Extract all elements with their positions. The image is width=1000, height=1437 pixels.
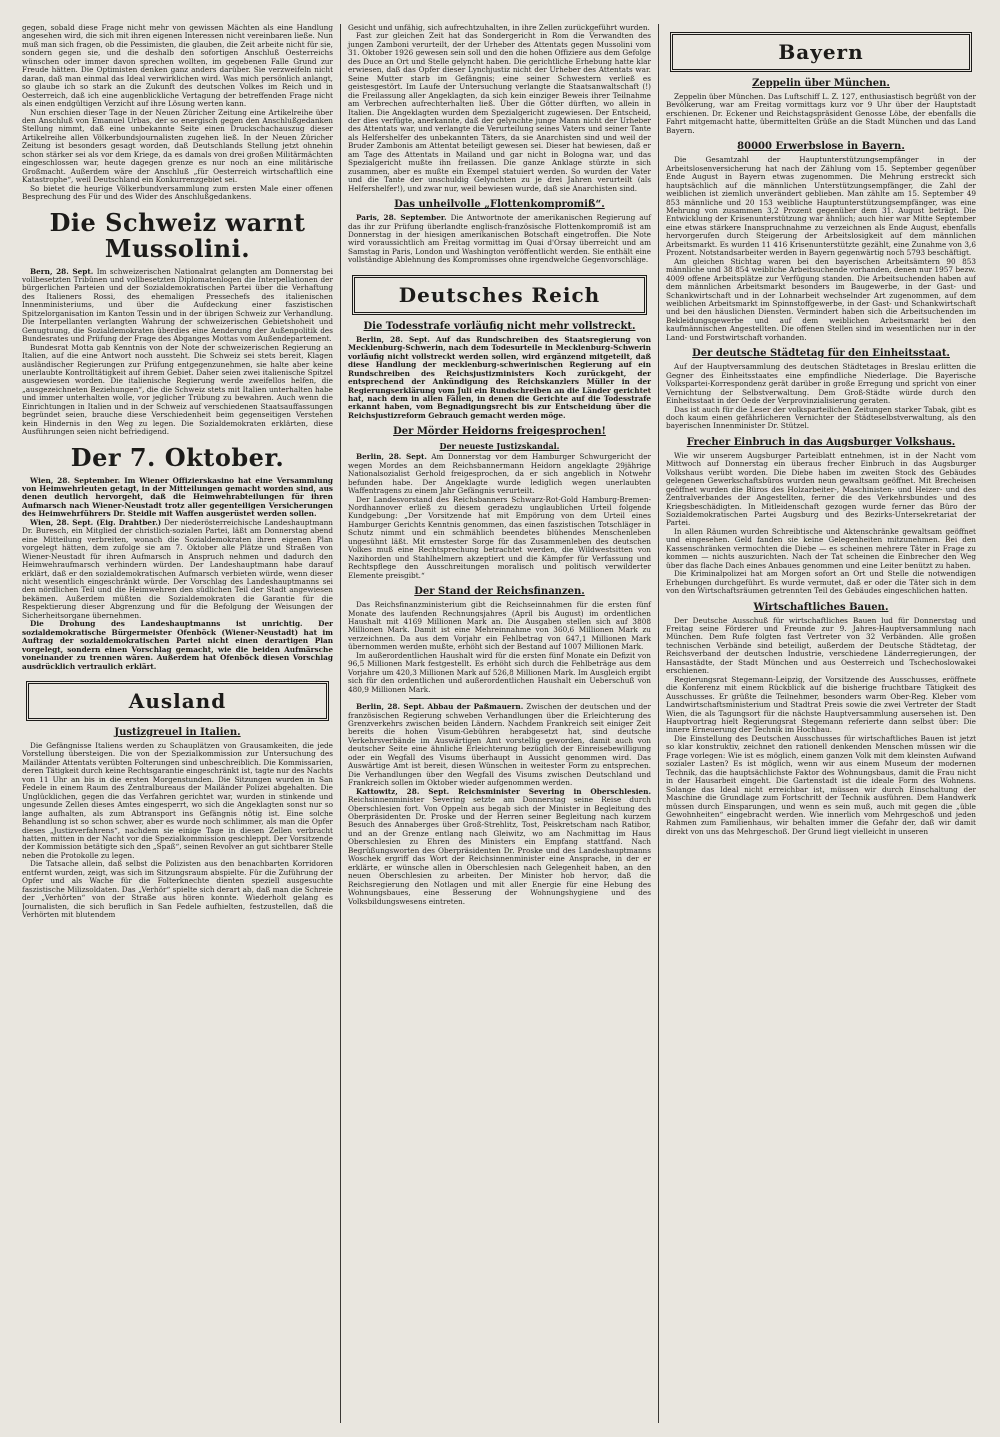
justiz-text: Die Gefängnisse Italiens werden zu Schauplätzen von Grausamkeiten, die jede Vorstellung übersteigen. Die von der Spezialkommission zur Untersuchung des Mailänder Attentats verübten Folterungen sind unbeschreiblich. Die Kommissarien, deren Tätigkeit durch keine Rechtsgarantie eingeschränkt ist, tagte nur des Nachts von 11 Uhr an bis in die ersten Morgenstunden. Die Sitzungen wurden in San Fedele in einem Raum des Zentralbureaus der Mailänder Polizei abgehalten. Die Unglücklichen, gegen die das Verfahren gerichtet war, wurden in stinkende und ungesunde Zellen dieses Amtes eingesperrt, wo sich die Angeklagten sonst nur so lange aufhalten, als zum Abtransport ins Gefängnis nötig ist. Eine solche Behandlung ist so schon schwer, aber es wurde noch schlimmer, als man die Opfer dieses „Justizverfahrens“, nachdem sie einige Tage in diesen Zellen verbracht hatten, mitten in der Nacht vor die Spezialkommission geschleppt. Der Vorsitzende der Kommission betätigte sich den „Spaß“, seinen Revolver an gut sichtbarer Stelle neben die Protokolle zu legen. (22, 741, 333, 860)
zeppelin-text: Zeppelin über München. Das Luftschiff L. Z. 127, enthusiastisch begrüßt von der Bevölkerung, war am Freitag vormittags kurz vor 9 Uhr über der Hauptstadt erschienen. Dr. Eckener und Reichstagspräsident Genosse Löbe, der ebenfalls die Fahrt mitgemacht hatte, übermittelten Grüße an die Stadt München und das Land Bayern. (666, 92, 976, 135)
column-1 (22, 24, 340, 1423)
headline-bauen: Wirtschaftliches Bauen. (753, 601, 889, 613)
oktober-text-2: Der niederösterreichische Landeshauptmann Dr. Buresch, ein Mitglied der christlich-sozialen Partei, läßt am Donnerstag abend eine Mitteilung verbreiten, wonach die Sozialdemokraten ihren eigenen Plan vorgelegt hätten, dem zufolge sie am 7. Oktober alle Plätze und Straßen von Wiener-Neustadt für ihren Aufmarsch in Anspruch nehmen und dadurch den Heimwehraufmarsch verhindern würden. Der Landeshauptmann habe darauf erklärt, daß er den sozialdemokratischen Aufmarsch verbieten würde, wenn dieser nicht wesentlich eingeschränkt würde. Der Vorschlag des Landeshauptmanns sei den nördlichen Teil und die Heimwehren den südlichen Teil der Stadt angewiesen bekämen. Außerdem müßten die Sozialdemokraten die Garantie für die Respektierung dieser Abgrenzung und für die Befolgung der Weisungen der Sicherheitsorgane übernehmen. (22, 517, 333, 620)
anschluss-paragraph-2: Nun erschien dieser Tage in der Neuen Züricher Zeitung eine Artikelreihe über den Anschluß von Emanuel Urbas, der so energisch gegen den Anschlußgedanken Stellung nimmt, daß eine unbekannte Seite einen Druckschachauszug dieser Artikelreihe allen Völkerbundsjournalisten zugehen ließ. In der Neuen Züricher Zeitung ist besonders gesagt worden, daß Deutschlands Stellung jetzt ohnehin schon stärker sei als vor dem Kriege, da es damals von drei großen Militärmächten eingeschlossen war, heute dagegen grenze es nur noch an eine militärische Großmacht. Außerdem wäre der Anschluß „für Oesterreich wirtschaftlich eine Katastrophe“, weil Deutschland ein Konkurrenzgebiet sei. (22, 107, 333, 185)
section-box-deutsches-reich: Deutsches Reich (352, 275, 647, 315)
headline-justizgreuel: Justizgreuel in Italien. (114, 727, 241, 738)
heidorn-text: Am Donnerstag vor dem Hamburger Schwurgericht der wegen Mordes an dem Reichsbannermann Heidorn angeklagte 29jährige Nationalsozialist Gerhold freigesprochen, da er sich angeblich in Notwehr befunden habe. Der Angeklagte wurde lediglich wegen unerlaubten Waffentragens zu einem Jahr Gefängnis verurteilt. (348, 452, 651, 496)
oktober-text-3: Die Drohung des Landeshauptmanns ist unrichtig. Der sozialdemokratische Bürgermeister Ofenböck (Wiener-Neustadt) hat im Auftrag der sozialdemokratischen Partei nicht einen derartigen Plan vorgelegt, sondern einen Vorschlag gemacht, wie die beiden Aufmärsche voneinander zu trennen wären. Außerdem hat Ofenböck diesen Vorschlag ausdrücklich vertraulich erklärt. (22, 619, 333, 671)
column-2 (340, 24, 658, 1423)
anschluss-paragraph-3: So bietet die heurige Völkerbundversammlung zum ersten Male einer offenen Besprechung des Für und des Wider des Anschlußgedankens. (22, 183, 333, 202)
schweiz-text: Im schweizerischen Nationalrat gelangten am Donnerstag bei vollbesetzten Tribünen und vollbesetzten Diplomatenlogen die Interpellationen der bürgerlichen Parteien und der Sozialdemokratischen Partei über die Verhaftung des Italieners Rossi, des ehemaligen Pressechefs des italienischen Innenministeriums, und über die Aufdeckung einer faszistischen Spitzelorganisation im Kanton Tessin und in der übrigen Schweiz zur Verhandlung. Die Interpellanten verlangten Wahrung der schweizerischen Gebietshoheit und Genugtuung, die Sozialdemokraten überdies eine Aenderung der Außenpolitik des Bundesrates und Prüfung der Frage des Abganges Mottas vom Außendepartement. (22, 266, 333, 344)
oktober-dateline-2: Wien, 28. Sept. (Eig. Drahtber.) (30, 517, 162, 527)
columns (22, 24, 990, 1423)
bauen-text-3: Die Einstellung des Deutschen Ausschusses für wirtschaftliches Bauen ist jetzt so klar konstruktiv, zeichnet den rationell denkenden Menschen müssen wir die Frage vorlegen: Wie ist es möglich, einem ganzen Volk mit dem kleinsten Aufwand sozialer Lasten? Es ist möglich, wenn wir aus einem Museum der modernen Technik, das die hauptsächlichste Faktor des Wohnungsbaus, damit die Frau nicht in der Hausarbeit eingeht. Die Gartenstadt ist die ideale Form des Wohnens. Solange das Ideal nicht erreichbar ist, müssen wir durch Einschaltung der Maschine die Grundlage zum Fortschritt der Technik ausführen. Dem Handwerk müssen durch Einsparungen, und wenn es sein muß, auch mit gegen die „üble Gewohnheiten“ eingebracht werden. Wie innerlich vom Mehrgeschoß und jeden Rahmen zum Familienhaus, wir behalten immer die Gefahr der, daß wir damit direkt von uns das Mehrgeschoß. Der Grund liegt vielleicht in unseren (666, 733, 976, 836)
kattowitz-text: Reichsinnenminister Severing setzte am Donnerstag seine Reise durch Oberschlesien fort. Von Oppeln aus begab sich der Minister in Begleitung des Oberpräsidenten Dr. Proske und der Herren seiner Begleitung nach kurzem Besuch des Annaberges über Groß-Strehlitz, Tost, Peiskretscham nach Ratibor, und an der Grenze entlang nach Gleiwitz, wo am Nachmittag im Haus Oberschlesien zu Ehren des Ministers ein Empfang stattfand. Nach Begrüßungsworten des Oberpräsidenten Dr. Proske und des Landeshauptmanns Woschek ergriff das Wort der Reichsinnenminister eine Ansprache, in der er erklärte, er wünsche allen in Oberschlesien nach Gelegenheit haben, an den neuen Oberschlesien zu arbeiten. Der Minister hob hervor, daß die Reichsregierung den Notlagen und mit aller Energie für eine Hebung des Wohnungsbaues, eine Besserung der Wohnungshygiene und des Volksbildungswesens eintreten. (348, 795, 651, 906)
column-3 (658, 24, 976, 1423)
justiz-text-2: Die Tatsache allein, daß selbst die Polizisten aus den benachbarten Korridoren entfernt wurden, zeigt, was sich im Sitzungsraum abspielte. Für die Zuführung der Opfer und als Wache für die Folterknechte dienten speziell ausgesuchte faszistische Milizsoldaten. Das „Verhör“ spielte sich derart ab, daß man die Schreie der „Verhörten“ von der Straße aus hören konnte. Wiederholt gelang es Journalisten, die sich beruflich in San Fedele aufhielten, festzustellen, daß die Verhörten mit blutendem (22, 859, 333, 920)
schweiz-dateline: Bern, 28. Sept. (30, 266, 94, 276)
oktober-dateline: Wien, 28. September. (30, 475, 121, 485)
heidorn-dateline: Berlin, 28. Sept. (356, 452, 427, 462)
headline-staedtetag: Der deutsche Städtetag für den Einheitsstaat. (692, 348, 950, 360)
todes-text: Auf das Rundschreiben des Staatsregierung von Mecklenburg-Schwerin, nach dem Todesurteile in Mecklenburg-Schwerin vorläufig nicht vollstreckt werden sollen, wird ergänzend mitgeteilt, daß diese Handlung der mecklenburg-schwerinischen Regierung auf ein Rundschreiben des Reichsjustizministers Koch zurückgeht, der entsprechend der Ankündigung des Reichskanzlers Müller in der Regierungserklärung vom Juli ein Rundschreiben an die Länder gerichtet hat, nach dem in allen Fällen, in denen die Gerichte auf die Todesstrafe erkannt haben, vom Begnadigungsrecht bis zur Entscheidung über die Reichsjustizreform Gebrauch gemacht werden möge. (348, 334, 651, 420)
oktober-text: Im Wiener Offizierskasino hat eine Versammlung von Heimwehrleuten getagt, in der Mitteilungen gemacht worden sind, aus denen deutlich hervorgeht, daß die Heimwehrabteilungen für ihren Aufmarsch nach Wiener-Neustadt trotz aller gegenteiligen Versicherungen des Heimwehrführers Dr. Steidle mit Waffen ausgerüstet werden sollen. (22, 475, 333, 519)
bauen-text: Der Deutsche Ausschuß für wirtschaftliches Bauen lud für Donnerstag und Freitag seine Förderer und Freunde zur 9. Jahres-Hauptversammlung nach München. Dem Rufe folgten fast Vertreter von 32 Verbänden. Alle großen technischen Verbände sind beteiligt, außerdem der Deutsche Städtetag, der Reichsverband der deutschen Industrie, verschiedene Länderregierungen, der Hansastädte, der Stadt München und aus Oesterreich und Tschechoslowakei erschienen. (666, 615, 976, 676)
headline-zeppelin: Zeppelin über München. (752, 78, 890, 89)
pass-dateline: Berlin, 28. Sept. Abbau der Paßmauern. (356, 702, 524, 712)
headline-heidorn: Der Mörder Heidorns freigesprochen! (393, 426, 606, 438)
headline-erwerbslose: 80000 Erwerbslose in Bayern. (737, 141, 905, 153)
flotten-text: Die Antwortnote der amerikanischen Regierung auf das ihr zur Prüfung überlandte englisch-französische Flottenkompromiß ist am Donnerstag in der hiesigen amerikanischen Botschaft eingetroffen. Die Note wird voraussichtlich am Freitag vormittag im Quai d'Orsay überreicht und am Samstag in Paris, London und Washington veröffentlicht werden. Sie enthält eine vollständige Ablehnung des Kompromisses ohne irgendwelche Gegenvorschläge. (348, 213, 651, 265)
staedtetag-text-2: Das ist auch für die Leser der volksparteilichen Zeitungen starker Tabak, gibt es doch kaum einen gefährlicheren Vernichter der Städteselbstverwaltung, als den bayerischen Innenminister Dr. Stützel. (666, 404, 976, 431)
staedtetag-text: Auf der Hauptversammlung des deutschen Städtetages in Breslau erlitten die Gegner des Einheitsstaates eine empfindliche Niederlage. Die Bayerische Volkspartei-Korrespondenz gerät darüber in große Erregung und spricht von einer Vernichtung der Selbstverwaltung. Dem Groß-Städte würde durch den Einheitsstaat in der Oede der Verprovinzialisierung geraten. (666, 362, 976, 406)
section-box-bayern: Bayern (670, 32, 972, 72)
subheadline-justizskandal: Der neueste Justizskandal. (439, 441, 560, 452)
anschluss-paragraph-1: gegen, sobald diese Frage nicht mehr von gewissen Mächten als eine Handlung angesehen wird, die sich mit ihren eigenen Interessen nicht vereinbaren ließe. Nun muß man sich fragen, ob die Pessimisten, die glauben, die Zeit arbeite nicht für sie, sondern gegen sie, und die deshalb den sofortigen Anschluß Oesterreichs wünschen oder immer davon sprechen wollten, im gegebenen Falle Grund zur Freude hätten. Die Optimisten denken ganz anders darüber. Sie verzweifeln nicht daran, daß man einmal das Ideal verwirklichen wird. Was mich persönlich anlangt, so glaube ich so stark an die Zukunft des deutschen Volkes im Reich und in Oesterreich, daß ich eine augenblickliche Vertagung der betreffenden Frage nicht als einen endgültigen Verzicht auf ihre Lösung werten kann. (22, 24, 333, 109)
zamboni-paragraph-1: Gesicht und unfähig, sich aufrechtzuhalten, in ihre Zellen zurückgeführt wurden. (348, 24, 650, 32)
einbruch-text: Wie wir unserem Augsburger Parteiblatt entnehmen, ist in der Nacht vom Mittwoch auf Donnerstag ein überaus frecher Einbruch in das Augsburger Volkshaus verübt worden. Die Diebe haben im zweiten Stock des Gebäudes gelegenen Gewerkschaftsbüros wurden neun gewaltsam geöffnet. Mit Brecheisen geöffnet wurden die Büros des Holzarbeiter-, Maschinisten- und Heizer- und des Zentralverbandes der Angestellten, ferner die des Verkehrsbundes und des Kriegsbeschädigten. In Mitleidenschaft gezogen wurde ferner das Büro der Sozialdemokratischen Partei Augsburg und des Bezirks-Untersekretariat der Partei. (666, 450, 976, 528)
headline-flottenkompromiss: Das unheilvolle „Flottenkompromiß“. (394, 199, 605, 211)
todes-dateline: Berlin, 28. Sept. (356, 334, 430, 344)
headline-schweiz: Die Schweiz warnt Mussolini. (49, 207, 306, 263)
heidorn-text-2: Der Landesvorstand des Reichsbanners Schwarz-Rot-Gold Hamburg-Bremen-Nordhannover erließ zu diesem geradezu unglaublichen Urteil folgende Kundgebung: „Der Vorsitzende hat mit Empörung von dem Urteil eines Hamburger Gerichts Kenntnis genommen, das einen faszistischen Totschläger in Schutz nimmt und ein schmählich beendetes blühendes Menschenleben ungesühnt läßt. Mit ernstester Sorge für das Zusammenleben des deutschen Volkes muß eine Rechtsprechung betrachtet werden, die Wildwestsitten von Nazihorden und Stahlhelmern akzeptiert und die Kämpfer für Verfassung und Rechtspflege den Ausschreitungen moralisch und politisch verwilderter Elemente preisgibt.“ (348, 494, 651, 580)
divider (409, 698, 591, 699)
finanzen-text: Das Reichsfinanzministerium gibt die Reichseinnahmen für die ersten fünf Monate des laufenden Rechnungsjahres (April bis August) im ordentlichen Haushalt mit 4169 Millionen Mark an. Die Ausgaben stellen sich auf 3808 Millionen Mark. Damit ist eine Mehreinnahme von 360,6 Millionen Mark zu verzeichnen. Da aus dem Vorjahr ein Fehlbetrag von 647,1 Millionen Mark übernommen werden mußte, erhöht sich der Bestand auf 1007 Millionen Mark. (348, 600, 651, 652)
einbruch-text-3: Die Kriminalpolizei hat am Morgen sofort an Ort und Stelle die notwendigen Erhebungen durchgeführt. Es wurde vermutet, daß er oder die Täter sich in dem von den Wirtschaftsräumen getrennten Teil des Gebäudes eingeschlichen hatten. (666, 569, 976, 596)
flotten-dateline: Paris, 28. September. (356, 213, 447, 223)
finanzen-text-2: Im außerordentlichen Haushalt wird für die ersten fünf Monate ein Defizit von 96,5 Millionen Mark festgestellt. Es erhöht sich durch die Fehlbeträge aus dem Vorjahre um 420,3 Millionen Mark auf 526,8 Millionen Mark. Im Ausgleich ergibt sich für den ordentlichen und außerordentlichen Haushalt ein Ueberschuß von 480,9 Millionen Mark. (348, 650, 651, 694)
zamboni-paragraph-2: Fast zur gleichen Zeit hat das Sondergericht in Rom die Verwandten des jungen Zamboni verurteilt, der der Urheber des Attentats gegen Mussolini vom 31. Oktober 1926 gewesen sein soll und den die hohen Offiziere aus dem Gefolge des Duce an Ort und Stelle gelyncht haben. Die gerichtliche Erhebung hatte klar erwiesen, daß das Opfer dieser Lynchjustiz nicht der Urheber des Attentats war. Seine Mutter starb im Gefängnis; eine seiner Schwestern verließ es geistesgestört. Im Laufe der Untersuchung verlangte die Staatsanwaltschaft (!) die Freilassung aller Angeklagten, da sich kein einziger Beweis ihrer Teilnahme am Verbrechen aufrechterhalten ließ. Über die Götter dürften, wo allein in Italien. Die Angeklagten wurden dem Spezialgericht zugewiesen. Der Entscheid, der dies verfügte, anerkannte, daß der gelynchte junge Mann nicht der Urheber des Attentats war, und verlangte die Verurteilung seines Vaters und seiner Tante als Helfershelfer des unbekannten Täters, da sie Anarchisten sind und weil der Bruder Zambonis am Attentat beteiligt gewesen sei. Dieser hat bewiesen, daß er am Tage des Attentats in Mailand und gar nicht in Bologna war, und das Spezialgericht mußte ihn freilassen. Die ganze Anklage stürzte in sich zusammen, aber es mußte ein Exempel statuiert werden. So wurden der Vater und die Tante der unschuldig Gelynchten zu je drei Jahren verurteilt (als Helfershelfer!), und zwar nur, weil bewiesen wurde, daß sie Anarchisten sind. (348, 31, 651, 193)
headline-oktober: Der 7. Oktober. (70, 442, 285, 472)
schweiz-text-2: Bundesrat Motta gab Kenntnis von der Note der schweizerischen Regierung an Italien, auf die eine Antwort noch aussteht. Die Schweiz sei stets bereit, Klagen ausländischer Regierungen zur Prüfung entgegenzunehmen, sie halte aber keine unerlaubte Kontrolltätigkeit auf ihrem Gebiet. Daher seien zwei italienische Spitzel ausgewiesen worden. Die italienische Regierung werde zweifellos helfen, die „ausgezeichneten Beziehungen“, die die Schweiz stets mit Italien unterhalten habe und immer unterhalten wolle, vor jeglicher Trübung zu bewahren. Auch wenn die Einrichtungen in Italien und in der Schweiz auf verschiedenen Staatsauffassungen begründet seien, brauche diese Verschiedenheit beim gegenseitigen Verstehen kein Hindernis in den Weg zu legen. Die Sozialdemokraten erklärten, diese Ausführungen seien nicht befriedigend. (22, 342, 333, 437)
headline-einbruch: Frecher Einbruch in das Augsburger Volkshaus. (686, 436, 956, 448)
pass-text: Zwischen der deutschen und der französischen Regierung schweben Verhandlungen über die Erleichterung des Grenzverkehrs zwischen beiden Ländern. Nachdem Frankreich seit einiger Zeit bereits die hohen Visum-Gebühren herabgesetzt hat, sind deutsche Verkehrsverbände im Auswärtigen Amt vorstellig geworden, damit auch von deutscher Seite eine ähnliche Erleichterung bezüglich der Einreisebewilligung oder ein Wegfall des Visums überhaupt in Aussicht genommen wird. Das Auswärtige Amt ist bereit, diesen Wünschen in weitester Form zu entsprechen. Die Verhandlungen über den Wegfall des Visums zwischen Deutschland und Frankreich sollen im Oktober wieder aufgenommen werden. (348, 702, 651, 788)
einbruch-text-2: In allen Räumen wurden Schreibtische und Aktenschränke gewaltsam geöffnet und eingesehen. Geld fanden sie keine Gelegenheiten mitzunehmen. Bei den Kassenschränken vermochten die Diebe — es scheinen mehrere Täter in Frage zu kommen — nichts auszurichten. Nach der Tat scheinen die Einbrecher den Weg über das flache Dach eines Anbaues genommen und eine Leiter benützt zu haben. (666, 526, 976, 570)
erwerbslose-text-2: Am gleichen Stichtag waren bei den bayerischen Arbeitsämtern 90 853 männliche und 38 854 weibliche Arbeitsuchende vorhanden, denen nur 1957 bezw. 4009 offene Arbeitsplätze zur Verfügung standen. Die Arbeitsuchenden haben auf dem männlichen Arbeitsmarkt besonders im Baugewerbe, in der Gast- und Schankwirtschaft und in der Lohnarbeit wechselnder Art zugenommen, auf dem weiblichen Arbeitsmarkt im Spinnstoffgewerbe, in der Gast- und Schankwirtschaft und bei den häuslichen Diensten. Vermindert haben sich die Arbeitsuchenden im Bekleidungsgewerbe und auf dem weiblichen Arbeitsmarkt bei den kaufmännischen Angestellten. Die offenen Stellen sind im wesentlichen nur in der Land- und Forstwirtschaft vorhanden. (666, 256, 976, 342)
kattowitz-dateline: Kattowitz, 28. Sept. Reichsminister Severing in Oberschlesien. (356, 786, 651, 796)
erwerbslose-text: Die Gesamtzahl der Hauptunterstützungsempfänger in der Arbeitslosenversicherung hat nach der Zählung vom 15. September gegenüber Ende August in Bayern etwas zugenommen. Die Mehrung erstreckt sich hauptsächlich auf die männlichen Unterstützungsempfänger, die Zahl der weiblichen ist ziemlich unverändert geblieben. Man zählte am 15. September 49 853 männliche und 20 153 weibliche Hauptunterstützungsempfänger, was eine Mehrung von zusammen 3,2 Prozent gegenüber dem 31. August beträgt. Die Entwicklung der Krisenunterstützung war ähnlich; auch hier war Mitte September eine etwas stärkere Inanspruchnahme zu verzeichnen als Ende August, ebenfalls hervorgerufen durch Steigerung der Arbeitslosigkeit auf dem männlichen Arbeitsmarkt. Es wurden 11 416 Krisenunterstützte gezählt, eine Zunahme von 3,6 Prozent. Notstandsarbeiter werden in Bayern gegenwärtig noch 5793 beschäftigt. (666, 155, 976, 258)
section-box-ausland: Ausland (26, 681, 329, 721)
headline-reichsfinanzen: Der Stand der Reichsfinanzen. (414, 586, 585, 598)
headline-todesstrafe: Die Todesstrafe vorläufig nicht mehr vollstreckt. (363, 320, 636, 332)
bauen-text-2: Regierungsrat Stegemann-Leipzig, der Vorsitzende des Ausschusses, eröffnete die Konferenz mit einem Rückblick auf die bisherige fruchtbare Tätigkeit des Ausschusses. Er grüßte die Teilnehmer, besonders warm Ober-Reg. Kleber vom Landwirtschaftsministerium und Stadtrat Preis sowie die zwei Vertreter der Stadt Wien, die als Tagungsort für die nächste Hauptversammlung ausersehen ist. Den Hauptvortrag hielt Regierungsrat Stegemann referierte dann selbst über: Die innere Erneuerung der Technik im Hochbau. (666, 674, 976, 735)
